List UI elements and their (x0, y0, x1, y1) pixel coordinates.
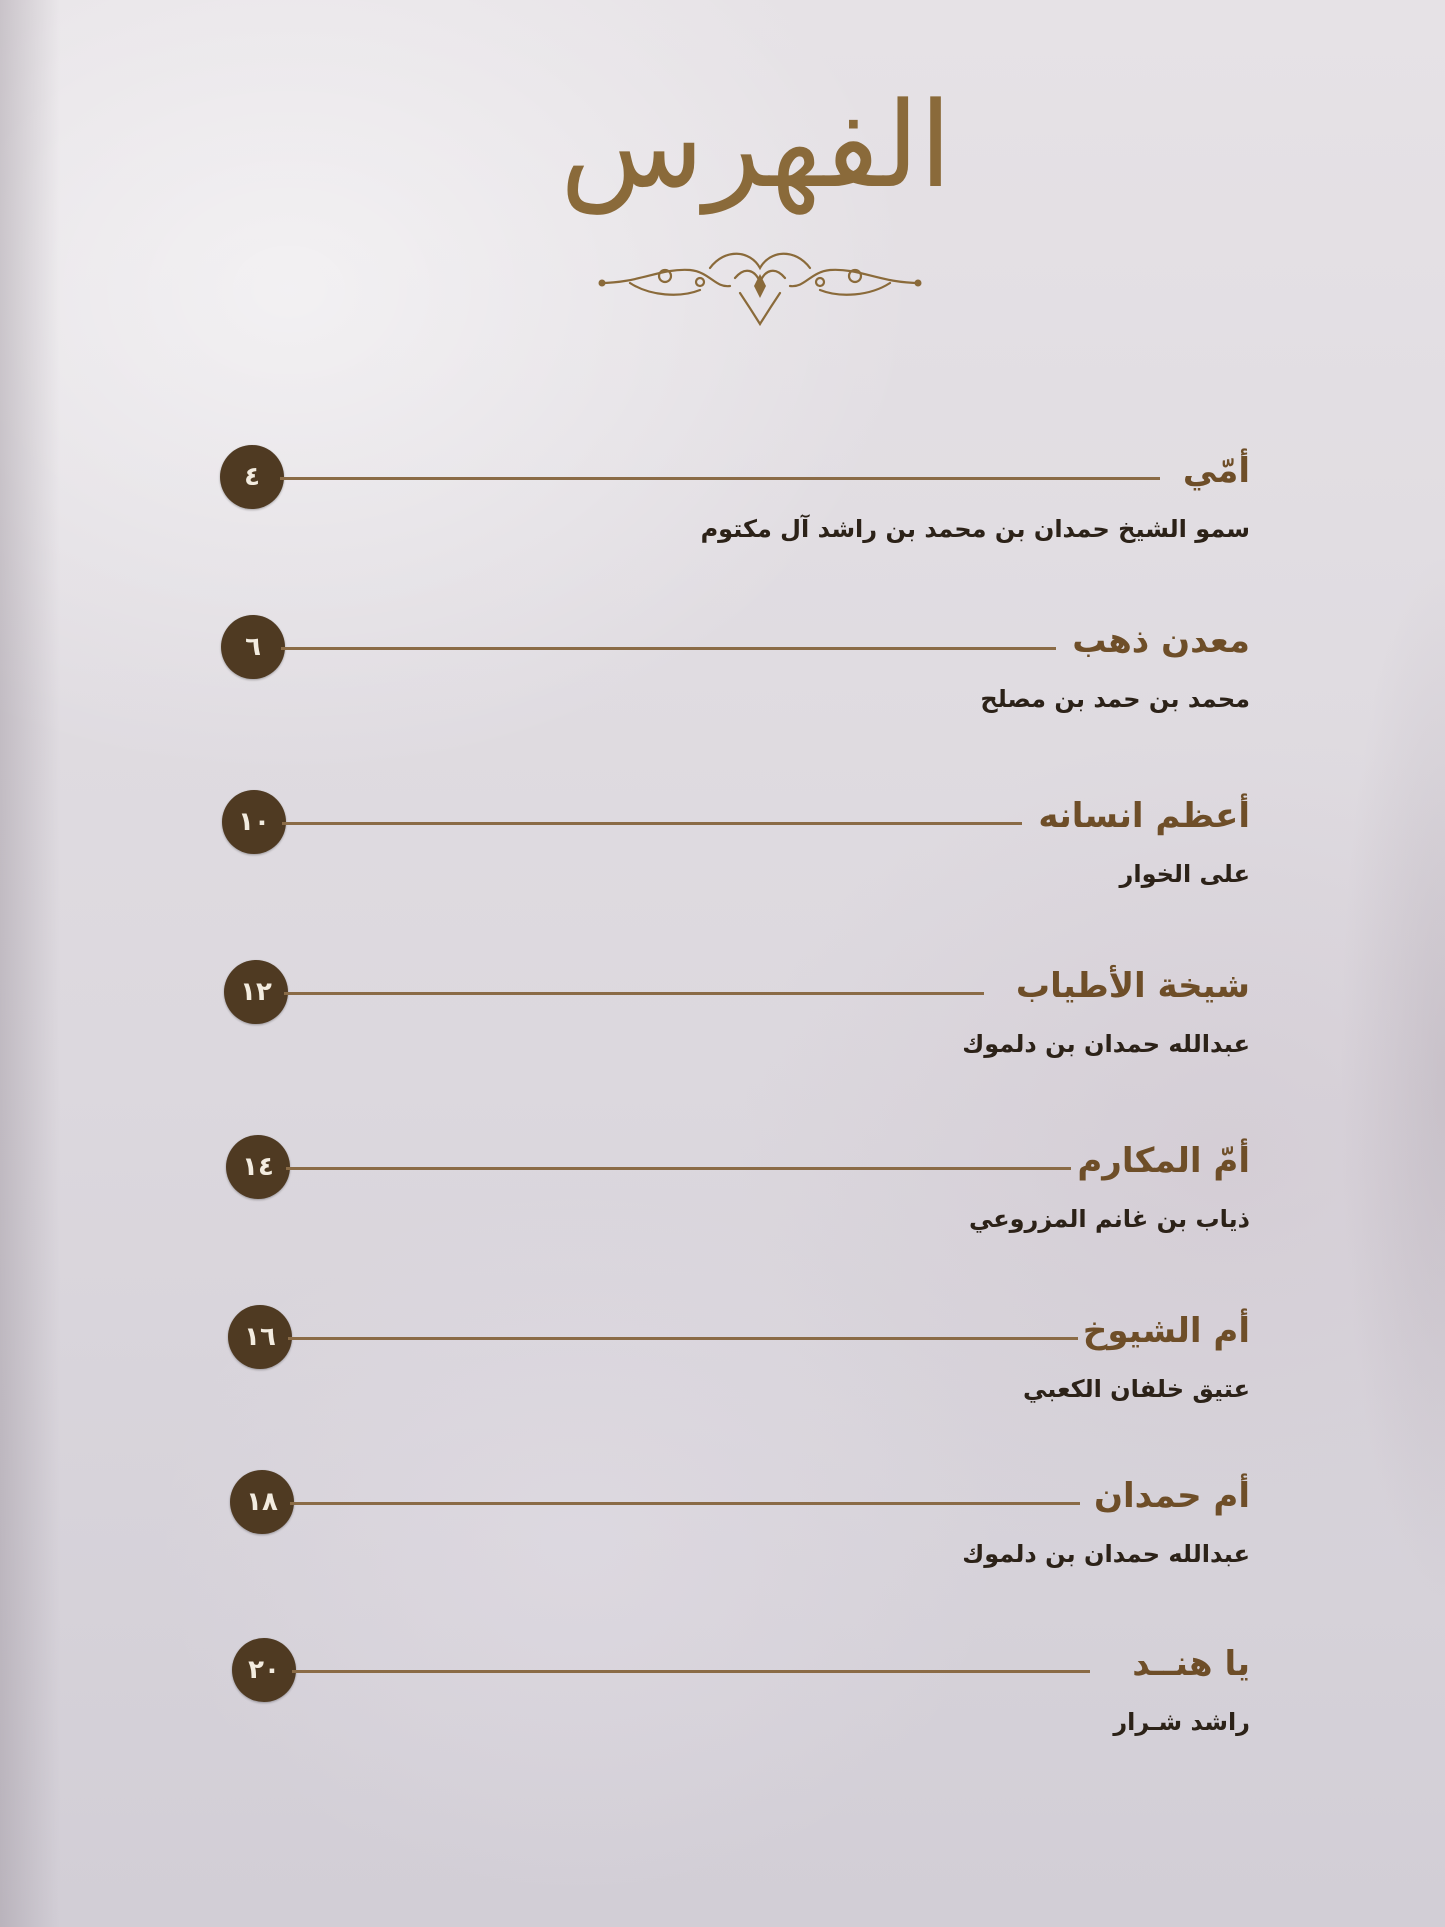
entry-title: شيخة الأطياب (1015, 966, 1250, 1006)
toc-entry[interactable] (0, 1470, 1445, 1620)
toc-entry[interactable] (0, 1305, 1445, 1455)
page-number-badge: ٢٠ (232, 1638, 296, 1702)
page-number-badge: ٦ (221, 615, 285, 679)
entry-author: سمو الشيخ حمدان بن محمد بن راشد آل مكتوم (700, 515, 1250, 543)
toc-rule (286, 1167, 1071, 1170)
toc-entry[interactable] (0, 615, 1445, 765)
entry-title: أعظم انسانه (1038, 796, 1250, 836)
entry-author: على الخوار (1119, 860, 1250, 888)
page-number-badge: ١٨ (230, 1470, 294, 1534)
entry-title: أمّي (1182, 451, 1250, 491)
toc-rule (281, 647, 1056, 650)
entry-author: عبدالله حمدان بن دلموك (962, 1540, 1250, 1568)
ornament-divider-icon (590, 238, 930, 328)
entry-author: عتيق خلفان الكعبي (1022, 1375, 1250, 1403)
entry-author: محمد بن حمد بن مصلح (980, 685, 1250, 713)
entry-title: أمّ المكارم (1077, 1141, 1250, 1181)
page-number-badge: ١٢ (224, 960, 288, 1024)
toc-entry[interactable] (0, 445, 1445, 595)
toc-rule (288, 1337, 1078, 1340)
page-number-badge: ٤ (220, 445, 284, 509)
page-number-badge: ١٤ (226, 1135, 290, 1199)
entry-author: عبدالله حمدان بن دلموك (962, 1030, 1250, 1058)
entry-author: ذياب بن غانم المزروعي (968, 1205, 1250, 1233)
page-title: الفهرس (560, 76, 952, 214)
toc-rule (280, 477, 1160, 480)
entry-author: راشد شـرار (1113, 1708, 1250, 1736)
entry-title: معدن ذهب (1072, 621, 1250, 661)
entry-title: أم الشيوخ (1082, 1311, 1250, 1351)
toc-rule (284, 992, 984, 995)
toc-entry[interactable] (0, 960, 1445, 1110)
entry-title: يا هنــد (1132, 1644, 1250, 1684)
toc-entry[interactable] (0, 1638, 1445, 1788)
toc-rule (282, 822, 1022, 825)
page-number-badge: ١٦ (228, 1305, 292, 1369)
page-number-badge: ١٠ (222, 790, 286, 854)
toc-entry[interactable] (0, 790, 1445, 940)
toc-rule (290, 1502, 1080, 1505)
toc-entry[interactable] (0, 1135, 1445, 1285)
toc-rule (292, 1670, 1090, 1673)
entry-title: أم حمدان (1093, 1476, 1250, 1516)
